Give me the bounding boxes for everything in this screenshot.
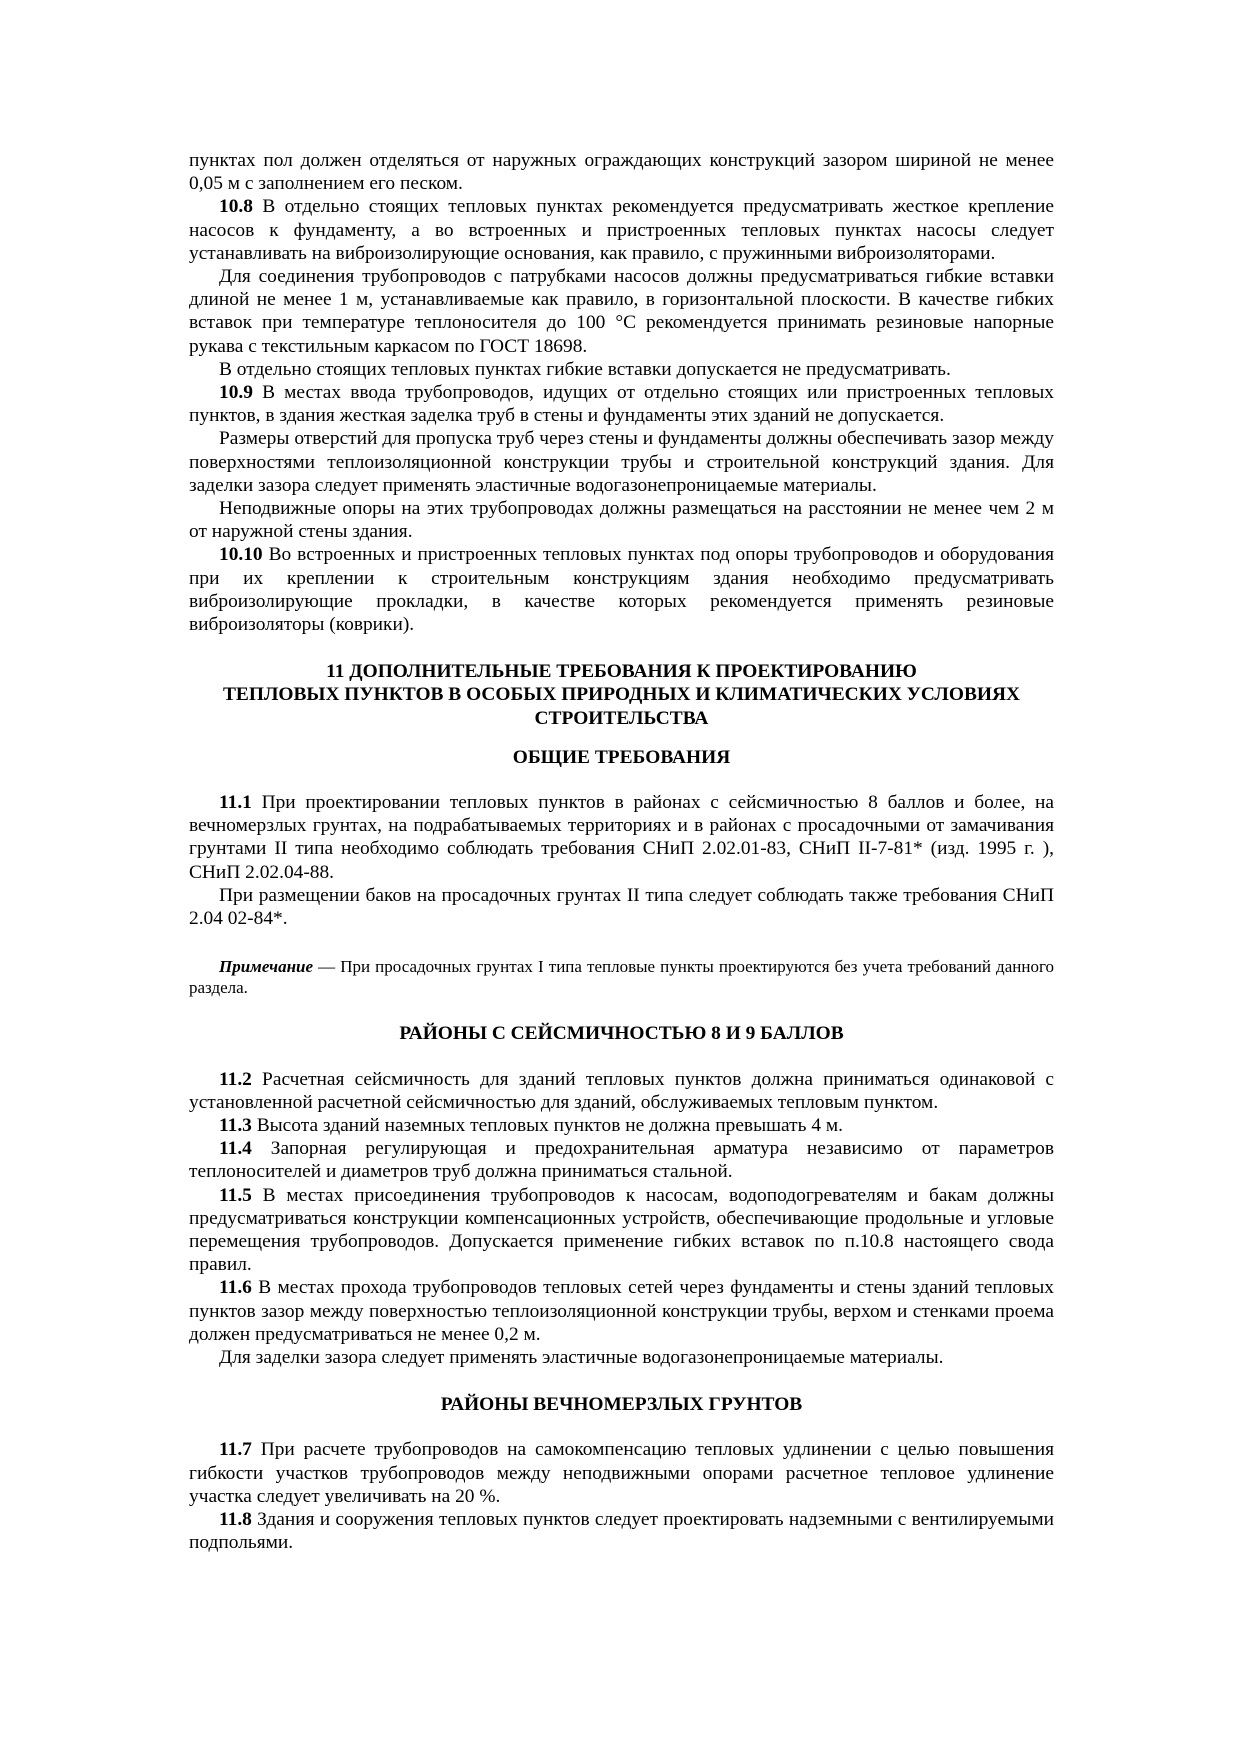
paragraph-tanks: При размещении баков на просадочных грунтах II типа следует соблюдать также требования СНиП 2.04 02-84*.: [189, 884, 1054, 930]
clause-number: 11.8: [219, 1508, 252, 1530]
clause-number: 11.3: [219, 1114, 252, 1136]
paragraph-gap-sealing: Для заделки зазора следует применять эластичные водогазонепроницаемые материалы.: [219, 1346, 944, 1368]
clause-11-2: [189, 1068, 1054, 1114]
clause-number: 11.2: [219, 1068, 252, 1090]
paragraph-fixed-supports: Неподвижные опоры на этих трубопроводах должны размещаться на расстоянии не менее чем 2 м от наружной стены здания.: [189, 498, 1054, 543]
clause-text: Запорная регулирующая и предохранительная арматура независимо от параметров теплоносителей и диаметров труб должна приниматься стальной.: [189, 1138, 1054, 1183]
clause-number: 11.6: [219, 1277, 252, 1299]
paragraph-openings: Размеры отверстий для пропуска труб через стены и фундаменты должны обеспечивать зазор между поверхностями теплоизоляционной конструкции трубы и строительной конструкций здания. Для заделки зазора следует применять эластичные водогазонепроницаемые материалы.: [189, 428, 1054, 496]
paragraph-flexible-inserts: Для соединения трубопроводов с патрубками насосов должны предусматриваться гибкие вставки длиной не менее 1 м, устанавливаемые как правило, в горизонтальной плоскости. В качестве гибких вставок при температуре теплоносителя до 100 °С рекомендуется принимать резиновые напорные рукава с текстильным каркасом по ГОСТ 18698.: [189, 266, 1054, 357]
clause-11-5: [189, 1184, 1054, 1277]
clause-11-7: [189, 1438, 1054, 1508]
paragraph-continuation: пунктах пол должен отделяться от наружных ограждающих конструкций зазором шириной не менее 0,05 м с заполнением его песком.: [189, 150, 1054, 195]
note: [189, 956, 1054, 998]
subheading-general: ОБЩИЕ ТРЕБОВАНИЯ: [512, 746, 731, 768]
clause-10-10: [189, 543, 1054, 636]
clause-number: 11.7: [219, 1439, 252, 1461]
clause-10-9: [189, 381, 1054, 427]
clause-11-8: [189, 1508, 1054, 1554]
heading-line: СТРОИТЕЛЬСТВА: [534, 707, 709, 729]
clause-text: В местах прохода трубопроводов тепловых сетей через фундаменты и стены зданий тепловых пунктов зазор между поверхностью теплоизоляционной конструкции трубы, верхом и стенками проема должен предусматриваться не менее 0,2 м.: [189, 1277, 1054, 1345]
clause-11-3: [189, 1114, 1054, 1137]
clause-number: 10.9: [219, 382, 253, 404]
clause-number: 10.10: [219, 544, 263, 566]
clause-text: Во встроенных и пристроенных тепловых пунктах под опоры трубопроводов и оборудования при их креплении к строительным конструкциям здания необходимо предусматривать виброизолирующие прокладки, в качестве которых рекомендуется применять резиновые виброизоляторы (коврики).: [189, 544, 1054, 636]
clause-text: В отдельно стоящих тепловых пунктах рекомендуется предусматривать жесткое крепление насосов к фундаменту, а во встроенных и пристроенных тепловых пунктах насосы следует устанавливать на виброизолирующие основания, как правило, с пружинными виброизоляторами.: [189, 196, 1054, 264]
clause-text: Расчетная сейсмичность для зданий тепловых пунктов должна приниматься одинаковой с установленной расчетной сейсмичностью для зданий, обслуживаемых тепловым пунктом.: [189, 1068, 1054, 1113]
subheading-permafrost: РАЙОНЫ ВЕЧНОМЕРЗЛЫХ ГРУНТОВ: [440, 1394, 803, 1416]
paragraph-standalone-inserts: В отдельно стоящих тепловых пунктах гибкие вставки допускается не предусматривать.: [219, 358, 951, 380]
note-text: — При просадочных грунтах I типа тепловые пункты проектируются без учета требований данного раздела.: [189, 957, 1054, 998]
clause-11-6: [189, 1276, 1054, 1346]
clause-number: 10.8: [219, 196, 253, 218]
clause-text: Высота зданий наземных тепловых пунктов не должна превышать 4 м.: [251, 1114, 843, 1136]
clause-text: При проектировании тепловых пунктов в районах с сейсмичностью 8 баллов и более, на вечномерзлых грунтах, на подрабатываемых территориях и в районах с просадочными от замачивания грунтами II типа необходимо соблюдать требования СНиП 2.02.01-83, СНиП II-7-81* (изд. 1995 г. ), СНиП 2.02.04-88.: [189, 792, 1054, 883]
clause-11-4: [189, 1137, 1054, 1183]
clause-text: Здания и сооружения тепловых пунктов следует проектировать надземными с вентилируемыми подпольями.: [189, 1508, 1054, 1554]
clause-text: В местах присоединения трубопроводов к насосам, водоподогревателям и бакам должны предусматриваться конструкции компенсационных устройств, обеспечивающие продольные и угловые перемещения трубопроводов. Допускается применение гибких вставок по п.10.8 настоящего свода правил.: [189, 1184, 1054, 1276]
clause-number: 11.4: [219, 1138, 252, 1160]
clause-11-1: [189, 791, 1054, 884]
heading-line: 11 ДОПОЛНИТЕЛЬНЫЕ ТРЕБОВАНИЯ К ПРОЕКТИРОВАНИЮ: [326, 661, 917, 683]
note-label: Примечание: [219, 957, 314, 977]
clause-text: При расчете трубопроводов на самокомпенсацию тепловых удлинении с целью повышения гибкости участков трубопроводов между неподвижными опорами расчетное тепловое удлинение участка следует увеличивать на 20 %.: [189, 1439, 1054, 1507]
clause-text: В местах ввода трубопроводов, идущих от отдельно стоящих или пристроенных тепловых пунктов, в здания жесткая заделка труб в стены и фундаменты этих зданий не допускается.: [189, 382, 1054, 427]
section-11-heading: [189, 660, 1054, 730]
heading-line: ТЕПЛОВЫХ ПУНКТОВ В ОСОБЫХ ПРИРОДНЫХ И КЛИМАТИЧЕСКИХ УСЛОВИЯХ: [223, 684, 1020, 706]
clause-number: 11.5: [219, 1184, 252, 1206]
clause-10-8: [189, 195, 1054, 265]
subheading-seismic: РАЙОНЫ С СЕЙСМИЧНОСТЬЮ 8 И 9 БАЛЛОВ: [399, 1023, 844, 1045]
clause-number: 11.1: [219, 792, 252, 814]
